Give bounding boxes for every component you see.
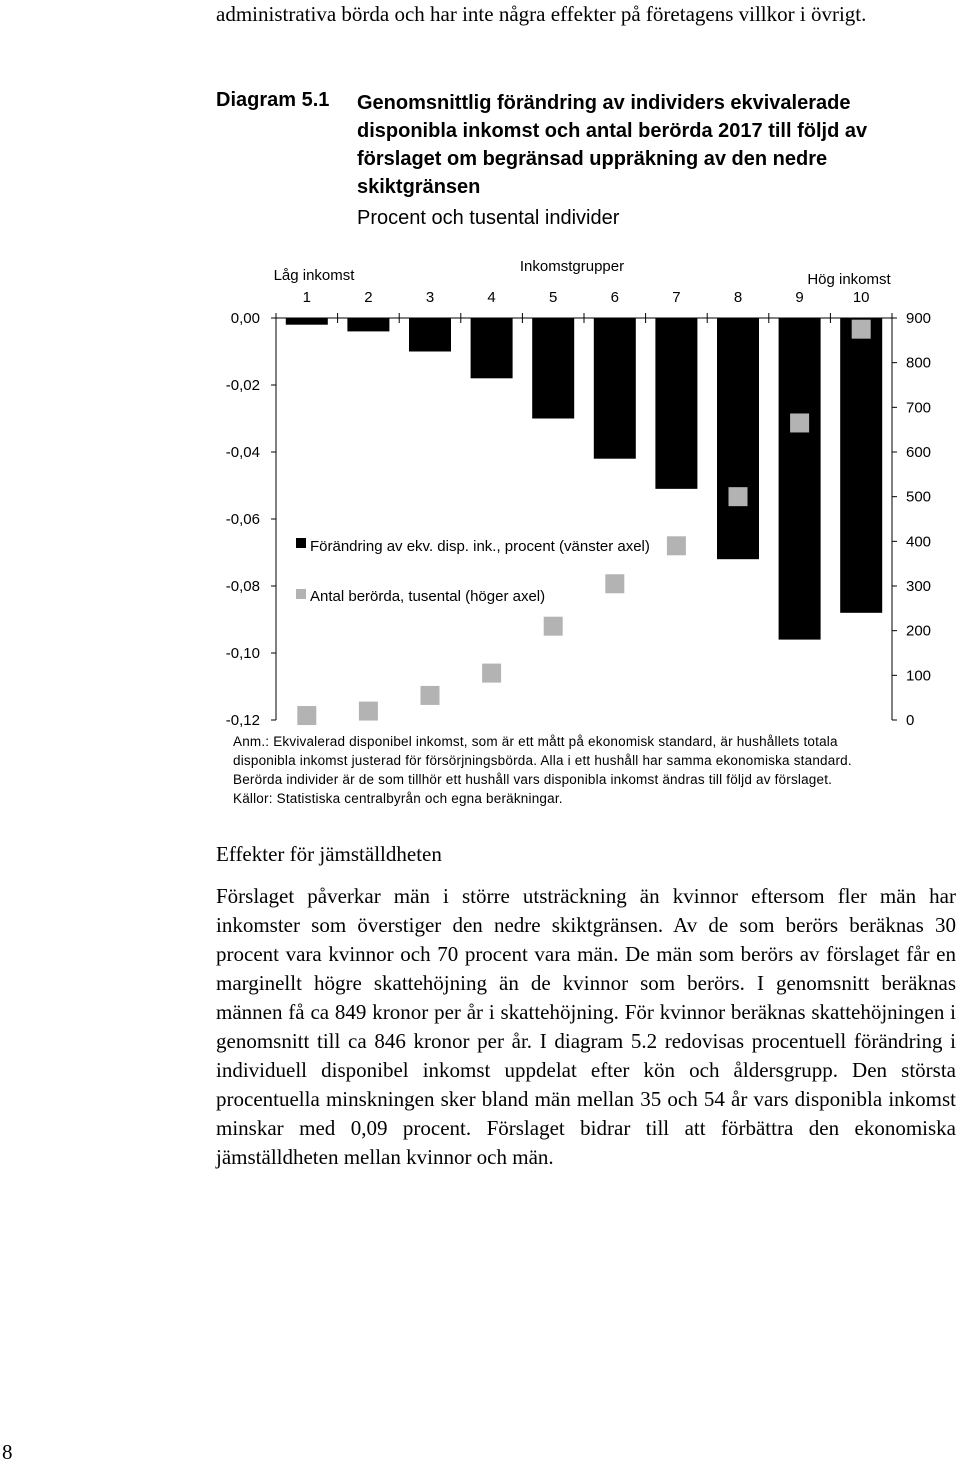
- legend-swatch-bars: [296, 538, 306, 548]
- right-tick-label: 900: [906, 310, 932, 327]
- section-heading: Effekter för jämställdheten: [216, 842, 442, 866]
- note-line: Berörda individer är de som tillhör ett hushåll vars disponibla inkomst ändras till följd av förslaget.: [233, 772, 833, 787]
- right-tick-label: 300: [906, 578, 932, 595]
- page-number: 8: [2, 1440, 13, 1464]
- right-tick-label: 700: [906, 399, 932, 417]
- bar: [717, 318, 759, 559]
- marker: [667, 536, 686, 555]
- bar: [840, 318, 882, 613]
- marker: [482, 664, 501, 683]
- bar: [594, 318, 636, 459]
- right-tick-label: 400: [906, 533, 932, 551]
- body-paragraph: Förslaget påverkar män i större utsträckning än kvinnor eftersom fler män har inkomster som överstiger den nedre skiktgränsen. Av de som berörs beräknas 30 procent vara kvinnor och 70 procent vara män. De män som berörs av förslaget får en marginellt högre skattehöjning än de kvinnor som berörs. I genomsnitt beräknas männen få ca 849 kronor per år i skattehöjning. För kvinnor beräknas skattehöjningen i genomsnitt till ca 846 kronor per år. I diagram 5.2 redovisas procentuell förändring i individuell disponibel inkomst uppdelat efter kön och åldersgrupp. Den största procentuella minskningen sker bland män mellan 35 och 54 år vars disponibla inkomst minskar med 0,09 procent. Förslaget bidrar till att förbättra den ekonomiska jämställdheten mellan kvinnor och män.: [216, 884, 956, 1169]
- category-label: 6: [610, 289, 619, 306]
- diagram-label: Diagram 5.1: [216, 89, 330, 111]
- category-label: 2: [364, 289, 373, 306]
- high-income-label: Hög inkomst: [807, 271, 891, 288]
- category-label: 3: [425, 289, 435, 306]
- note-line: disponibla inkomst justerad för försörjningsbörda. Alla i ett hushåll har samma ekonomiska standard.: [233, 753, 852, 768]
- bar: [347, 318, 389, 331]
- left-tick-label: -0,04: [225, 444, 260, 461]
- bar-chart: [0, 240, 960, 730]
- left-tick-label: -0,08: [225, 578, 260, 595]
- chart-note: [233, 732, 933, 808]
- right-tick-label: 0: [906, 712, 915, 729]
- category-label: 9: [795, 289, 804, 306]
- category-label: 7: [672, 289, 681, 306]
- bar: [532, 318, 574, 419]
- left-tick-label: -0,06: [225, 511, 260, 528]
- marker: [359, 702, 378, 721]
- note-line: Anm.: Ekvivalerad disponibel inkomst, som är ett mått på ekonomisk standard, är hushållets totala: [233, 734, 838, 749]
- marker: [852, 320, 871, 339]
- left-tick-label: -0,12: [225, 712, 260, 729]
- marker: [729, 487, 748, 506]
- note-line: Källor: Statistiska centralbyrån och egna beräkningar.: [233, 791, 563, 806]
- category-label: 10: [852, 289, 870, 306]
- right-tick-label: 500: [906, 488, 932, 506]
- intro-paragraph: administrativa börda och har inte några effekter på företagens villkor i övrigt.: [216, 2, 867, 26]
- axis-title-top: Inkomstgrupper: [519, 258, 625, 275]
- left-tick-label: 0,00: [230, 310, 260, 327]
- legend-label-markers: Antal berörda, tusental (höger axel): [310, 588, 546, 605]
- legend-label-bars: Förändring av ekv. disp. ink., procent (vänster axel): [310, 538, 650, 555]
- right-tick-label: 600: [906, 444, 932, 461]
- category-label: 1: [302, 289, 311, 306]
- bar: [286, 318, 328, 325]
- category-label: 8: [733, 289, 743, 306]
- bar: [779, 318, 821, 640]
- category-label: 5: [549, 289, 558, 306]
- right-tick-label: 200: [906, 622, 932, 640]
- bar: [655, 318, 697, 489]
- left-tick-label: -0,10: [225, 645, 260, 662]
- legend-swatch-markers: [296, 589, 306, 599]
- marker: [544, 617, 563, 636]
- marker: [297, 706, 316, 725]
- low-income-label: Låg inkomst: [273, 267, 355, 284]
- right-tick-label: 800: [906, 354, 932, 372]
- bar: [471, 318, 513, 378]
- left-tick-label: -0,02: [225, 377, 260, 394]
- diagram-subtitle: Procent och tusental individer: [357, 207, 620, 229]
- bar: [409, 318, 451, 352]
- marker: [421, 686, 440, 705]
- marker: [605, 574, 624, 593]
- marker: [790, 413, 809, 432]
- diagram-title: Genomsnittlig förändring av individers ekvivalerade disponibla inkomst och antal berörda 2017 till följd av förslaget om begränsad uppräkning av den nedre skiktgränsen: [357, 92, 868, 198]
- right-tick-label: 100: [906, 667, 932, 685]
- category-label: 4: [487, 289, 496, 306]
